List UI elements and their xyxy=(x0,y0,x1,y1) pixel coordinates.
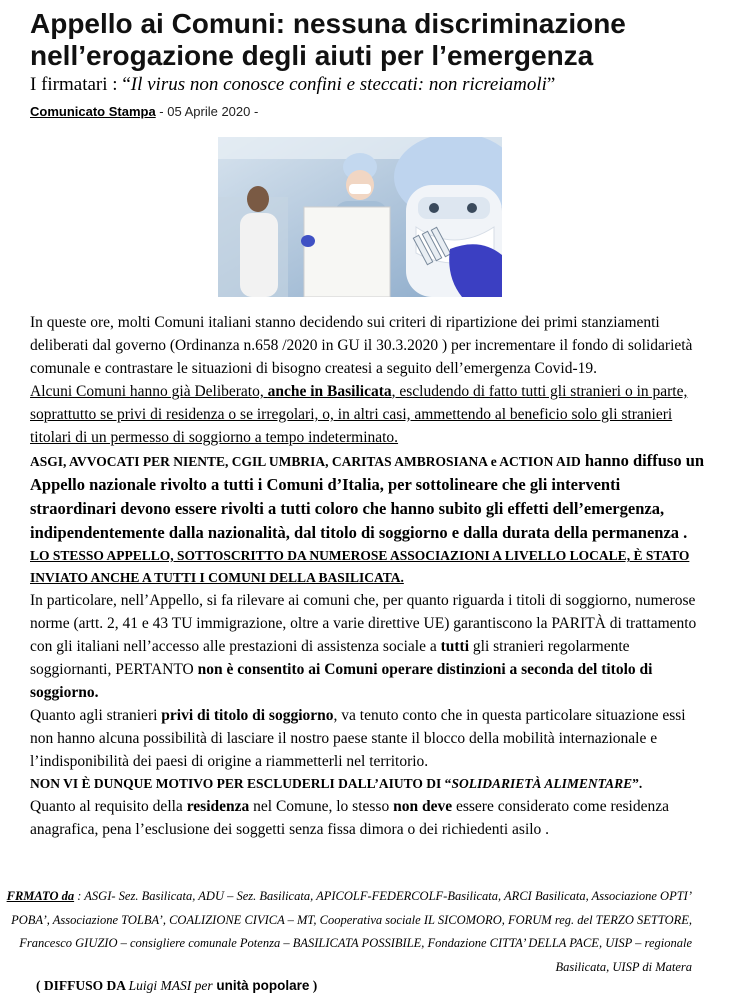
paragraph-context: In queste ore, molti Comuni italiani stanno decidendo sui criteri di ripartizione dei primi stanziamenti deliberati dal governo (Ordinanza n.658 /2020 in GU il 30.3.2020 ) per incrementare il fondo di solidarietà comunale e contrastare le situazioni di bisogno createsi a seguito dell’emergenza Covid-19. xyxy=(30,314,693,377)
p2-start: Alcuni Comuni hanno già Deliberato, xyxy=(30,383,268,400)
subtitle-quote: Il virus non conosce confini e steccati: non ricreiamoli xyxy=(130,74,547,95)
p5-not-allowed: non è consentito ai Comuni operare distinzioni a seconda del titolo di soggiorno. xyxy=(30,661,653,701)
p6-start: Quanto agli stranieri xyxy=(30,707,162,724)
p7-solidarity: SOLIDARIETÀ ALIMENTARE xyxy=(451,776,633,791)
paragraph-local-appeal: LO STESSO APPELLO, SOTTOSCRITTO DA NUMEROSE ASSOCIAZIONI A LIVELLO LOCALE, È STATO INVIATO ANCHE A TUTTI I COMUNI DELLA BASILICATA. xyxy=(30,548,690,585)
p8-end: essere considerato come residenza anagrafica, pena l’esclusione dei soggetti senza fissa dimora o dei richiedenti asilo . xyxy=(30,798,669,838)
p5-mid: gli stranieri regolarmente soggiornanti, PERTANTO xyxy=(30,638,630,678)
subtitle-suffix: ” xyxy=(546,74,556,95)
publish-date: - 05 Aprile 2020 - xyxy=(155,104,259,119)
p7-end: ”. xyxy=(632,776,643,791)
p5-start: In particolare, nell’Appello, si fa rilevare ai comuni che, per quanto riguarda i titoli di soggiorno, numerose norme (artt. 2, 41 e 43 TU immigrazione, oltre a varie direttive UE) garantiscono la PARITÀ di trattamento con gli italiani nell’accesso alle prestazioni di assistenza sociale a xyxy=(30,592,697,655)
p8-non-deve: non deve xyxy=(393,798,453,815)
footer-org: unità popolare xyxy=(212,978,310,993)
paragraph-undocumented xyxy=(30,704,710,773)
p6-end: , va tenuto conto che in questa particolare situazione essi non hanno alcuna possibilità di lasciare il nostro paese stante il blocco della mobilità internazionale e l’indisponibilità dei paesi di origine a riammetterli nel territorio. xyxy=(30,707,686,770)
subtitle-prefix: I firmatari : “ xyxy=(30,74,131,95)
appeal-organizations: ASGI, AVVOCATI PER NIENTE, CGIL UMBRIA, CARITAS AMBROSIANA e ACTION AID xyxy=(30,454,581,469)
p8-mid: nel Comune, lo stesso xyxy=(249,798,394,815)
byline xyxy=(30,104,258,119)
p8-start: Quanto al requisito della xyxy=(30,798,187,815)
signatories-list: : ASGI- Sez. Basilicata, ADU – Sez. Basilicata, APICOLF-FEDERCOLF-Basilicata, ARCI Basilicata, Associazione OPTI’ POBA’, Associazione TOLBA’, COALIZIONE CIVICA – MT, Cooperativa sociale IL SICOMORO, FORUM reg. del TERZO SETTORE, Francesco GIUZIO – consigliere comunale Potenza – BASILICATA POSSIBILE, Fondazione CITTA’ DELLA PACE, UISP – regionale Basilicata, UISP di Matera xyxy=(11,889,692,974)
signatories xyxy=(2,885,692,979)
distributed-by xyxy=(36,978,317,994)
lab-photo-illustration xyxy=(218,137,502,297)
p5-tutti: tutti xyxy=(440,638,470,655)
paragraph-no-reason xyxy=(30,773,710,795)
lab-researcher-photo xyxy=(218,137,502,297)
article-title: Appello ai Comuni: nessuna discriminazione nell’erogazione degli aiuti per l’emergenza xyxy=(30,8,626,71)
signatories-label: FRMATO da xyxy=(6,889,75,903)
paragraph-municipalities xyxy=(30,380,710,449)
footer-person: Luigi MASI per xyxy=(128,978,213,993)
paragraph-appeal xyxy=(30,449,710,545)
article-subtitle xyxy=(30,74,555,96)
p8-residenza: residenza xyxy=(186,798,250,815)
article-body xyxy=(30,311,710,841)
p6-bold: privi di titolo di soggiorno xyxy=(161,707,334,724)
footer-open: ( DIFFUSO DA xyxy=(36,978,129,993)
paragraph-parity xyxy=(30,589,710,704)
paragraph-residence xyxy=(30,795,710,841)
p7-start: NON VI È DUNQUE MOTIVO PER ESCLUDERLI DALL’AIUTO DI “ xyxy=(30,776,452,791)
p2-basilicata: anche in Basilicata xyxy=(267,383,392,400)
appeal-text: hanno diffuso un Appello nazionale rivolto a tutti i Comuni d’Italia, per sottolineare che gli interventi straordinari devono essere rivolti a tutti coloro che hanno subito gli effetti dell’emergenza, indipendentemente dalla nazionalità, dal titolo di soggiorno e dalla durata della permanenza . xyxy=(30,451,705,542)
p2-end: , escludendo di fatto tutti gli stranieri o in parte, soprattutto se privi di residenza o se irregolari, o, in altri casi, ammettendo al beneficio solo gli stranieri titolari di un permesso di soggiorno a tempo indeterminato. xyxy=(30,383,688,446)
footer-close: ) xyxy=(309,978,318,993)
press-release-link[interactable]: Comunicato Stampa xyxy=(30,104,156,119)
